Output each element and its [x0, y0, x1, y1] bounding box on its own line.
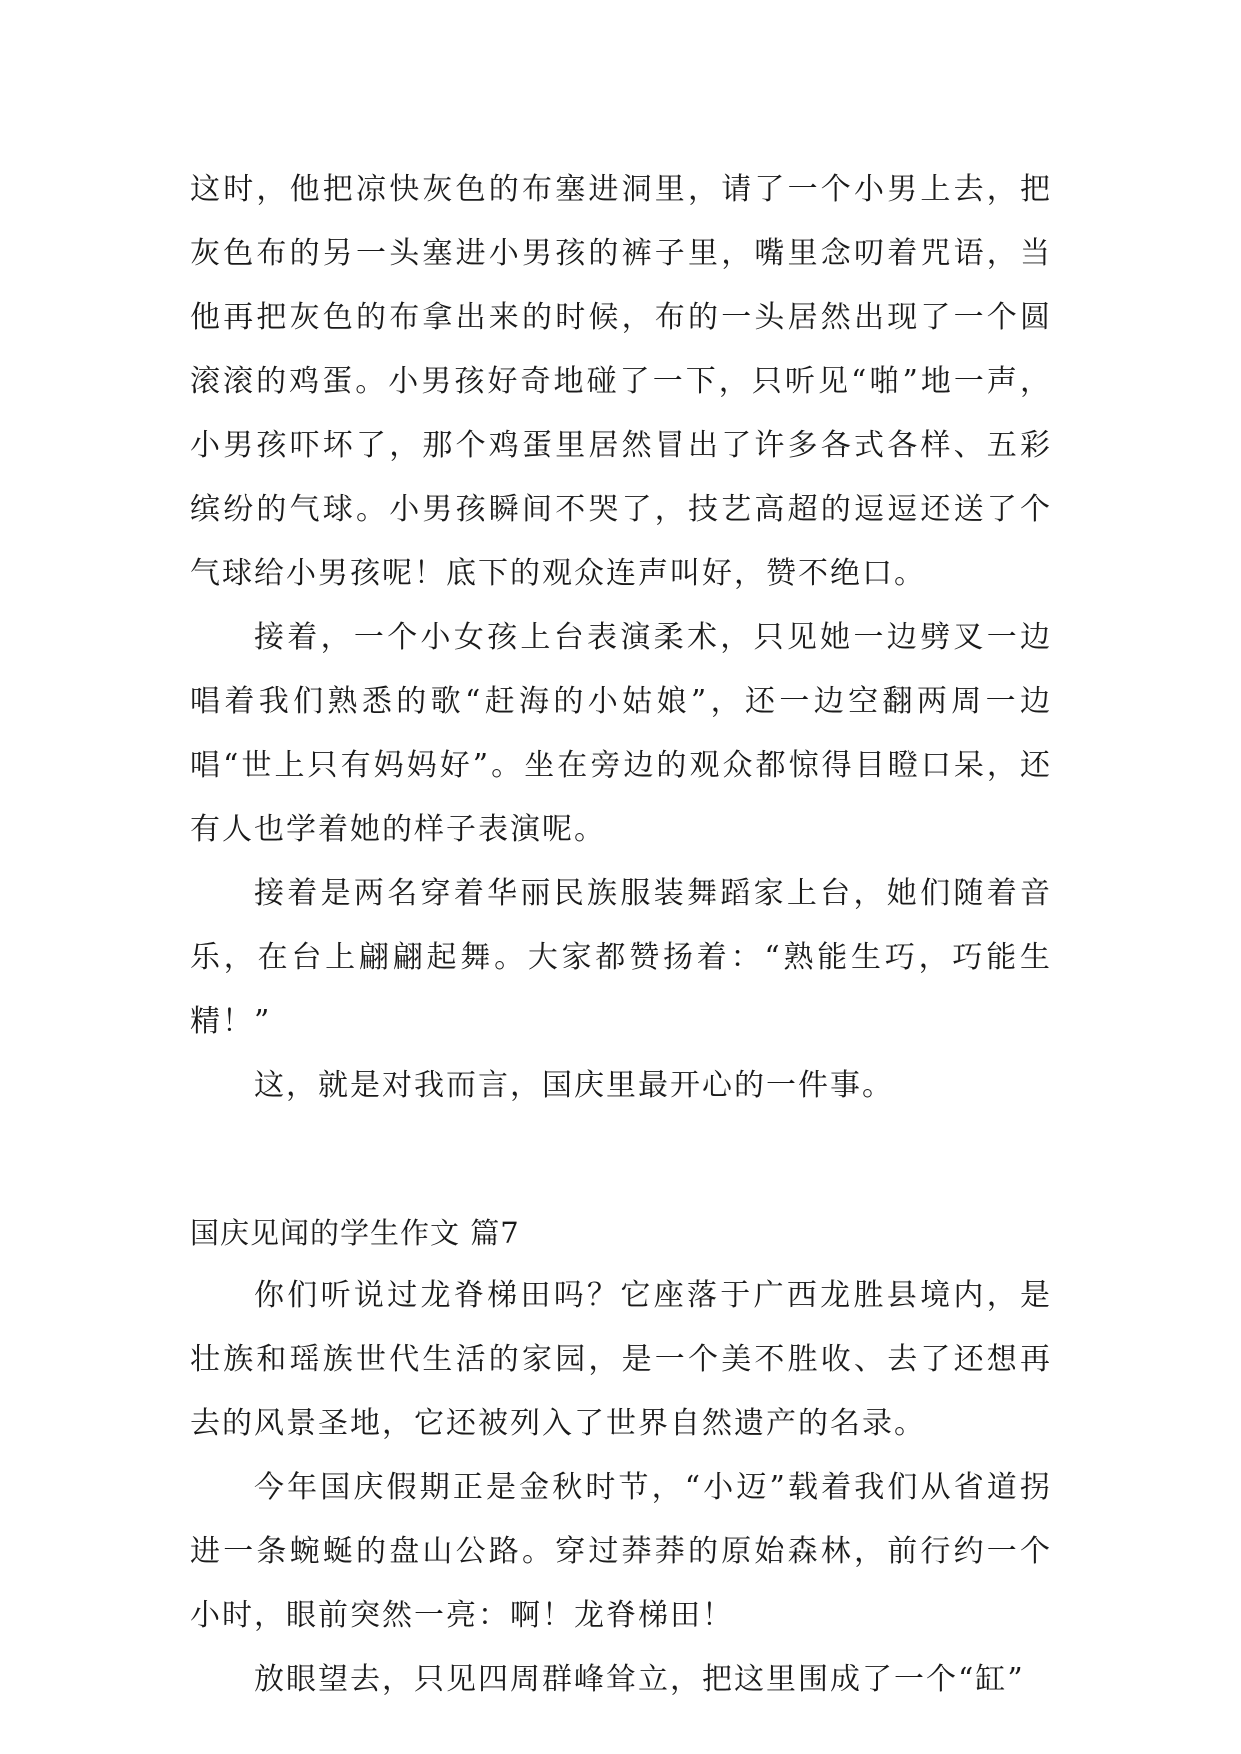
paragraph-contortion-act: 接着，一个小女孩上台表演柔术，只见她一边劈叉一边唱着我们熟悉的歌“赶海的小姑娘”，还一边空翻两周一边唱“世上只有妈妈好”。坐在旁边的观众都惊得目瞪口呆，还有人也学着她的样子表演呢。 — [190, 620, 1052, 847]
paragraph-journey: 今年国庆假期正是金秋时节，“小迈”载着我们从省道拐进一条蜿蜒的盘山公路。穿过莽莽的原始森林，前行约一个小时，眼前突然一亮：啊！龙脊梯田！ — [190, 1470, 1052, 1633]
document-page — [190, 158, 1052, 1712]
section-heading: 国庆见闻的学生作文 篇7 — [190, 1216, 520, 1250]
paragraph-longji-intro: 你们听说过龙脊梯田吗？它座落于广西龙胜县境内，是壮族和瑶族世代生活的家园，是一个美不胜收、去了还想再去的风景圣地，它还被列入了世界自然遗产的名录。 — [190, 1278, 1052, 1441]
paragraph-conclusion: 这，就是对我而言，国庆里最开心的一件事。 — [254, 1068, 894, 1103]
paragraph-magic-trick: 这时，他把凉快灰色的布塞进洞里，请了一个小男上去，把灰色布的另一头塞进小男孩的裤子里，嘴里念叨着咒语，当他再把灰色的布拿出来的时候，布的一头居然出现了一个圆滚滚的鸡蛋。小男孩好奇地碰了一下，只听见“啪”地一声，小男孩吓坏了，那个鸡蛋里居然冒出了许多各式各样、五彩缤纷的气球。小男孩瞬间不哭了，技艺高超的逗逗还送了个气球给小男孩呢！底下的观众连声叫好，赞不绝口。 — [190, 172, 1052, 591]
paragraph-scenery: 放眼望去，只见四周群峰耸立，把这里围成了一个“缸” — [254, 1662, 1025, 1697]
paragraph-dance-act: 接着是两名穿着华丽民族服装舞蹈家上台，她们随着音乐，在台上翩翩起舞。大家都赞扬着：“熟能生巧，巧能生精！” — [190, 876, 1052, 1039]
